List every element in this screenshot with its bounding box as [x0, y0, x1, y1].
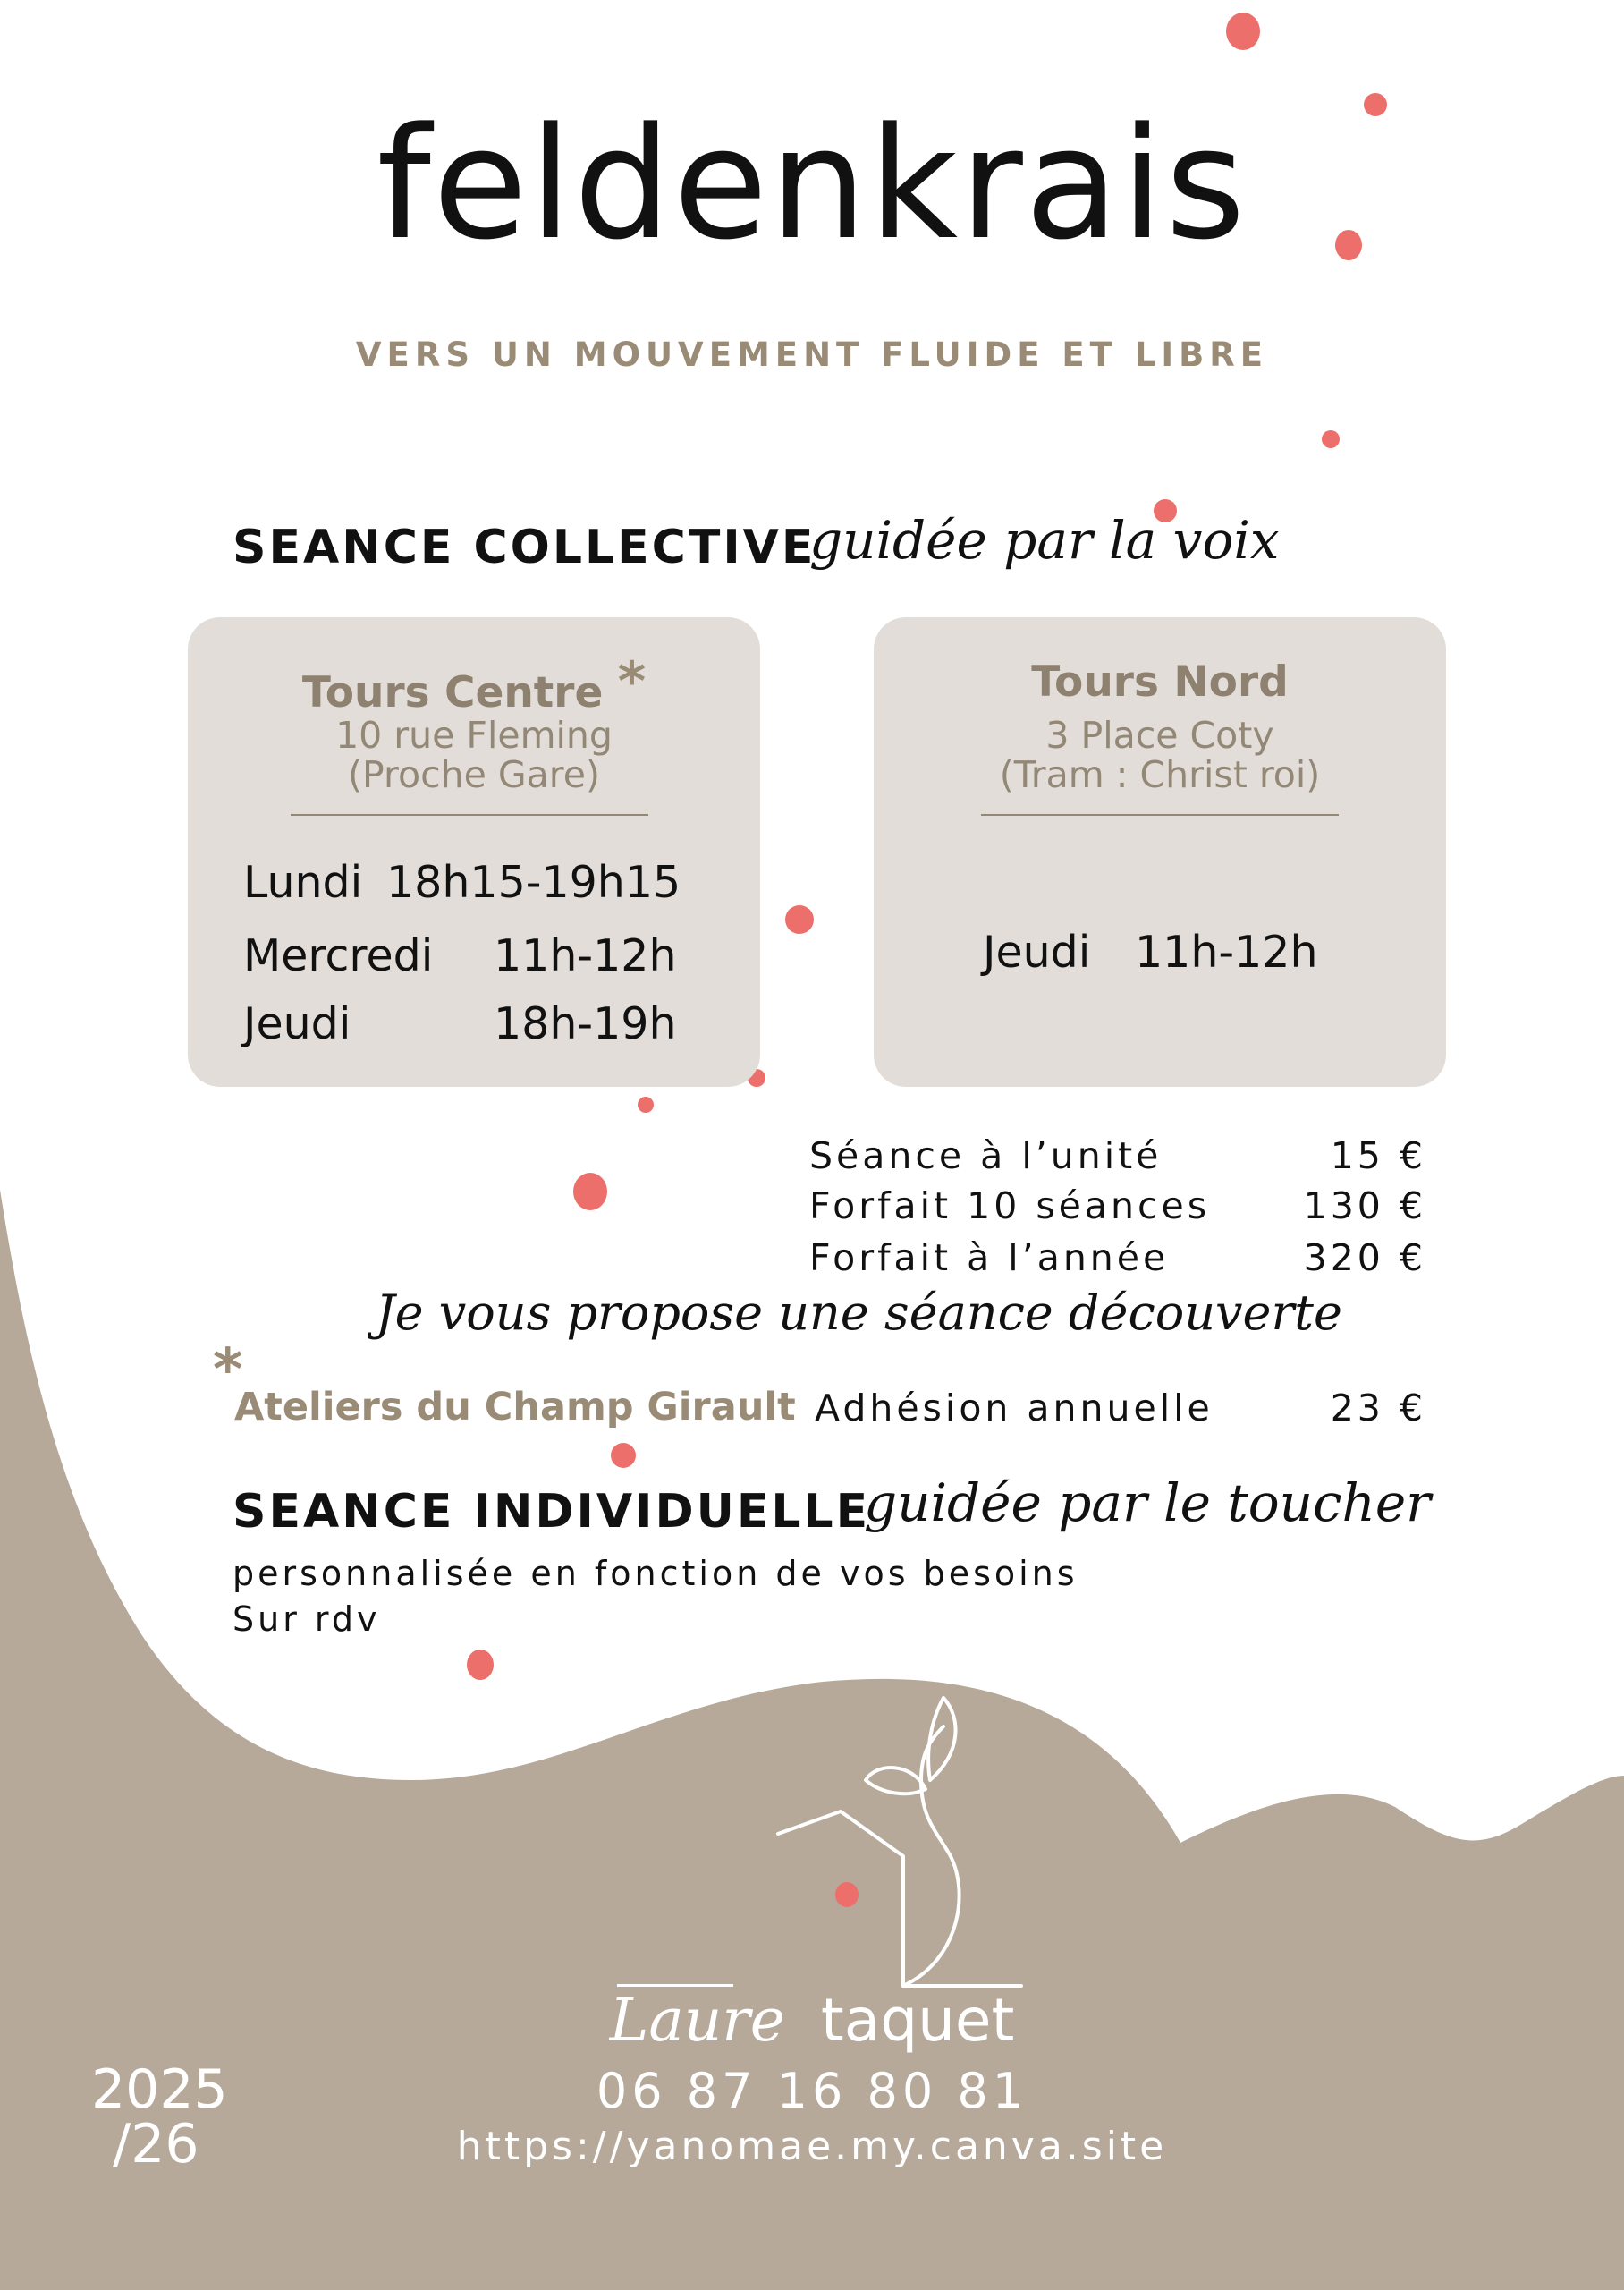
discovery-offer: Je vous propose une séance découverte: [376, 1285, 1342, 1341]
individual-appointment: Sur rdv: [233, 1599, 381, 1639]
collective-heading: SEANCE COLLECTIVE: [233, 521, 816, 574]
author-last-name: taquet: [820, 1986, 1015, 2055]
coral-dot: [1322, 430, 1340, 448]
schedule-day: Mercredi: [243, 930, 434, 981]
schedule-time: 18h15-19h15: [386, 857, 681, 908]
schedule-time: 18h-19h: [494, 998, 677, 1049]
membership-label: Adhésion annuelle: [815, 1387, 1214, 1429]
price-value: 320 €: [1303, 1236, 1426, 1279]
price-label: Forfait 10 séances: [809, 1184, 1211, 1227]
individual-description: personnalisée en fonction de vos besoins: [233, 1554, 1078, 1593]
asterisk-marker: *: [213, 1337, 243, 1404]
tree-house-logo-icon: [769, 1691, 1037, 1995]
schedule-day: Jeudi: [983, 927, 1091, 978]
collective-script-subtitle: guidée par la voix: [809, 510, 1280, 571]
house-roof-line: [778, 1811, 903, 1986]
venue-address-line2: (Proche Gare): [348, 753, 600, 796]
schedule-day: Jeudi: [243, 998, 351, 1049]
individual-script-subtitle: guidée par le toucher: [864, 1472, 1431, 1533]
membership-value: 23 €: [1330, 1387, 1426, 1429]
coral-dot: [1226, 13, 1260, 50]
schedule-time: 11h-12h: [494, 930, 677, 981]
phone-number: 06 87 16 80 81: [596, 2063, 1028, 2119]
venue-card-tours-nord: [874, 617, 1446, 1087]
venue-address-line2: (Tram : Christ roi): [999, 753, 1321, 796]
coral-dot: [611, 1443, 636, 1468]
tree-trunk-line: [903, 1726, 960, 1986]
price-label: Séance à l’unité: [809, 1134, 1163, 1177]
author-name: [0, 1986, 1624, 2055]
card-divider: [981, 814, 1339, 816]
coral-dot: [467, 1650, 494, 1680]
website-link[interactable]: https://yanomae.my.canva.site: [456, 2124, 1168, 2169]
membership-venue: Ateliers du Champ Girault: [234, 1385, 796, 1429]
asterisk-marker: *: [617, 650, 647, 713]
venue-name: Tours Nord: [1031, 657, 1289, 707]
price-value: 15 €: [1330, 1134, 1426, 1177]
page-subtitle: VERS UN MOUVEMENT FLUIDE ET LIBRE: [355, 335, 1269, 374]
individual-heading: SEANCE INDIVIDUELLE: [233, 1485, 871, 1539]
schedule-day: Lundi: [243, 857, 363, 908]
venue-address-line1: 10 rue Fleming: [335, 714, 613, 757]
coral-dot: [785, 905, 814, 934]
author-first-name: Laure: [609, 1986, 785, 2055]
venue-address-line1: 3 Place Coty: [1045, 714, 1274, 757]
price-value: 130 €: [1303, 1184, 1426, 1227]
card-divider: [291, 814, 648, 816]
venue-card-tours-centre: [188, 617, 760, 1087]
year-line2: /26: [113, 2113, 199, 2176]
price-label: Forfait à l’année: [809, 1236, 1170, 1279]
year-line1: 2025: [91, 2058, 228, 2121]
venue-name: Tours Centre *: [301, 650, 647, 717]
page-title: feldenkrais: [376, 94, 1248, 274]
coral-dot: [573, 1173, 607, 1210]
schedule-time: 11h-12h: [1135, 927, 1318, 978]
coral-dot: [638, 1097, 654, 1113]
leaf-left: [866, 1768, 926, 1794]
